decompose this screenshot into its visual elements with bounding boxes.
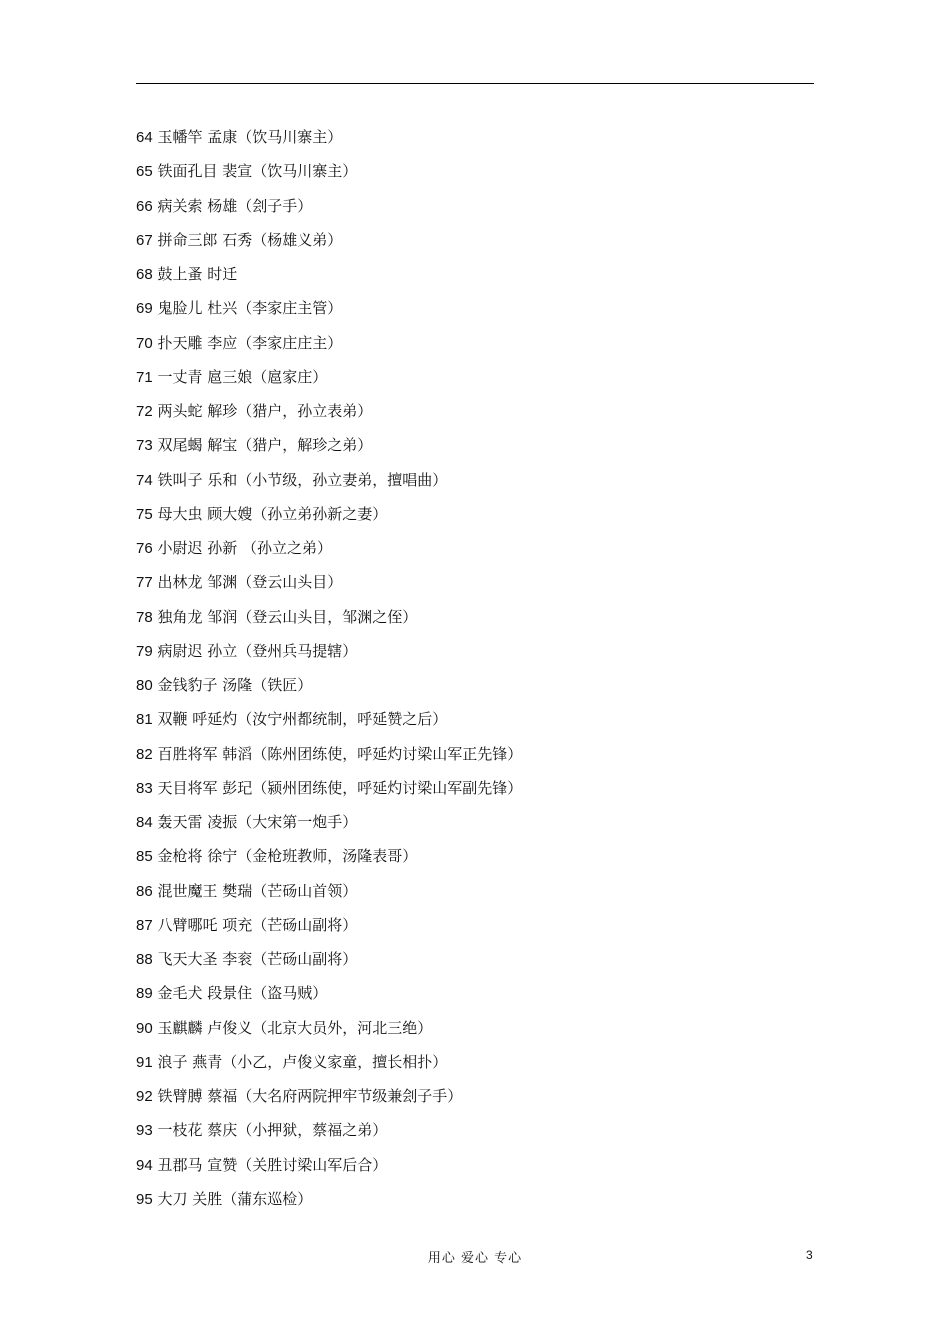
entry-number: 87	[136, 916, 153, 934]
entry-number: 80	[136, 677, 153, 694]
list-item	[136, 634, 816, 668]
entry-text: 铁臂膊 蔡福（大名府两院押牢节级兼刽子手）	[157, 1087, 463, 1105]
list-item	[136, 942, 816, 976]
list-item	[136, 702, 816, 736]
entry-text: 扑天雕 李应（李家庄庄主）	[157, 333, 343, 352]
entry-number: 74	[136, 471, 153, 489]
entry-text: 独角龙 邹润（登云山头目，邹渊之侄）	[157, 607, 418, 626]
entry-text: 病尉迟 孙立（登州兵马提辖）	[157, 641, 358, 660]
header-rule	[136, 83, 814, 84]
list-item	[136, 326, 816, 360]
entry-text: 母大虫 顾大嫂（孙立弟孙新之妻）	[157, 504, 388, 523]
entry-number: 64	[136, 129, 153, 146]
list-item	[136, 497, 816, 531]
entry-number: 68	[136, 266, 153, 283]
list-item	[136, 154, 816, 188]
list-item	[136, 531, 816, 565]
entry-number: 79	[136, 642, 153, 660]
entry-number: 88	[136, 951, 153, 968]
entry-number: 93	[136, 1122, 153, 1140]
entry-number: 78	[136, 608, 153, 626]
entry-text: 一枝花 蔡庆（小押狱，蔡福之弟）	[157, 1121, 388, 1140]
list-item	[136, 223, 816, 257]
entry-text: 鼓上蚤 时迁	[157, 265, 238, 283]
entry-number: 90	[136, 1019, 153, 1037]
list-item	[136, 737, 816, 771]
entry-number: 85	[136, 848, 153, 866]
entry-text: 天目将军 彭玘（颍州团练使，呼延灼讨梁山军副先锋）	[157, 778, 523, 797]
list-item	[136, 771, 816, 805]
entry-number: 76	[136, 540, 153, 557]
entry-number: 73	[136, 437, 153, 455]
entry-number: 72	[136, 403, 153, 420]
entry-number: 65	[136, 163, 153, 181]
entry-number: 94	[136, 1156, 153, 1174]
entry-number: 71	[136, 368, 153, 386]
entry-number: 84	[136, 814, 153, 831]
list-item	[136, 1079, 816, 1113]
entry-text: 浪子 燕青（小乙，卢俊义家童，擅长相扑）	[157, 1052, 448, 1071]
list-item	[136, 360, 816, 394]
list-item	[136, 463, 816, 497]
entry-number: 77	[136, 574, 153, 592]
list-item	[136, 874, 816, 908]
list-item	[136, 1182, 816, 1216]
entry-text: 金毛犬 段景住（盗马贼）	[157, 984, 328, 1003]
entry-text: 丑郡马 宣赞（关胜讨梁山军后合）	[157, 1155, 388, 1174]
list-item	[136, 291, 816, 325]
entry-number: 66	[136, 197, 153, 215]
entry-number: 83	[136, 779, 153, 797]
entry-text: 双尾蝎 解宝（猎户，解珍之弟）	[157, 436, 373, 455]
list-item	[136, 1045, 816, 1079]
page-number: 3	[806, 1248, 813, 1262]
list-item	[136, 120, 816, 154]
entry-number: 82	[136, 745, 153, 763]
entry-text: 病关索 杨雄（刽子手）	[157, 196, 313, 215]
entry-text: 出林龙 邹渊（登云山头目）	[157, 573, 343, 592]
list-item	[136, 1011, 816, 1045]
list-item	[136, 908, 816, 942]
entry-text: 飞天大圣 李衮（芒砀山副将）	[157, 950, 358, 968]
list-item	[136, 1148, 816, 1182]
list-item	[136, 976, 816, 1010]
entry-number: 89	[136, 985, 153, 1003]
entry-text: 轰天雷 凌振（大宋第一炮手）	[157, 813, 358, 831]
entry-number: 70	[136, 334, 153, 352]
entry-text: 铁面孔目 裴宣（饮马川寨主）	[157, 162, 358, 181]
list-item	[136, 257, 816, 291]
entry-number: 92	[136, 1088, 153, 1105]
entry-number: 86	[136, 882, 153, 900]
entry-text: 双鞭 呼延灼（汝宁州都统制，呼延赞之后）	[157, 710, 448, 729]
entry-text: 百胜将军 韩滔（陈州团练使，呼延灼讨梁山军正先锋）	[157, 744, 523, 763]
entry-number: 69	[136, 300, 153, 318]
entry-text: 铁叫子 乐和（小节级，孙立妻弟，擅唱曲）	[157, 470, 448, 489]
entry-text: 两头蛇 解珍（猎户，孙立表弟）	[157, 402, 373, 420]
entry-number: 91	[136, 1053, 153, 1071]
list-item	[136, 839, 816, 873]
list-item	[136, 394, 816, 428]
entry-text: 拼命三郎 石秀（杨雄义弟）	[157, 230, 343, 249]
entry-text: 鬼脸儿 杜兴（李家庄主管）	[157, 299, 343, 318]
list-item	[136, 668, 816, 702]
entry-text: 玉幡竿 孟康（饮马川寨主）	[157, 128, 343, 146]
list-item	[136, 189, 816, 223]
entry-text: 八臂哪吒 项充（芒砀山副将）	[157, 915, 358, 934]
entry-text: 一丈青 扈三娘（扈家庄）	[157, 367, 328, 386]
entry-text: 大刀 关胜（蒲东巡检）	[157, 1189, 313, 1208]
entry-text: 小尉迟 孙新 （孙立之弟）	[157, 539, 333, 557]
list-item	[136, 1113, 816, 1147]
character-list	[136, 120, 816, 1216]
entry-number: 95	[136, 1190, 153, 1208]
entry-text: 混世魔王 樊瑞（芒砀山首领）	[157, 881, 358, 900]
footer-slogan: 用心 爱心 专心	[427, 1251, 523, 1266]
list-item	[136, 565, 816, 599]
entry-text: 玉麒麟 卢俊义（北京大员外，河北三绝）	[157, 1018, 433, 1037]
entry-text: 金钱豹子 汤隆（铁匠）	[157, 676, 313, 694]
entry-text: 金枪将 徐宁（金枪班教师，汤隆表哥）	[157, 847, 418, 866]
entry-number: 81	[136, 711, 153, 729]
entry-number: 67	[136, 231, 153, 249]
list-item	[136, 805, 816, 839]
entry-number: 75	[136, 505, 153, 523]
list-item	[136, 428, 816, 462]
list-item	[136, 600, 816, 634]
